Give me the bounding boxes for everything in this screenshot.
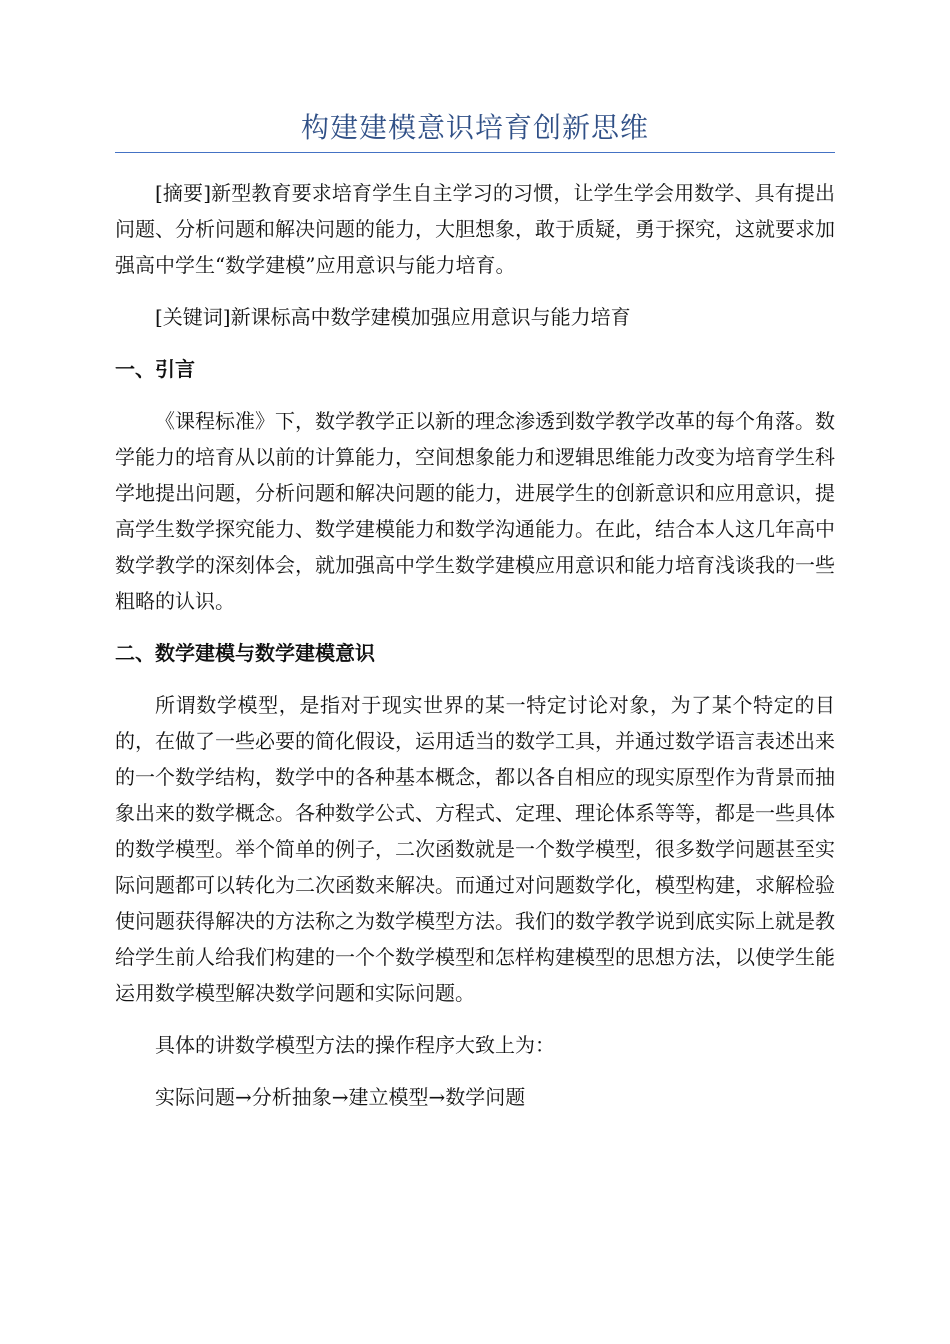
modeling-procedure-flow: 实际问题→分析抽象→建立模型→数学问题 [155,1085,526,1109]
abstract-paragraph: [摘要]新型教育要求培育学生自主学习的习惯，让学生学会用数学、具有提出问题、分析问题和解决问题的能力，大胆想象，敢于质疑，勇于探究，这就要求加强高中学生“数学建模”应用意识与能力培育。 [115,181,835,277]
modeling-procedure-intro: 具体的讲数学模型方法的操作程序大致上为： [155,1033,555,1057]
section-heading-introduction: 一、引言 [115,357,195,381]
keywords-paragraph: [关键词]新课标高中数学建模加强应用意识与能力培育 [155,305,631,329]
document-title: 构建建模意识培育创新思维 [300,111,649,144]
modeling-definition-paragraph: 所谓数学模型，是指对于现实世界的某一特定讨论对象，为了某个特定的目的，在做了一些必要的简化假设，运用适当的数学工具，并通过数学语言表述出来的一个数学结构，数学中的各种基本概念，都以各自相应的现实原型作为背景而抽象出来的数学概念。各种数学公式、方程式、定理、理论体系等等，都是一些具体的数学模型。举个简单的例子，二次函数就是一个数学模型，很多数学问题甚至实际问题都可以转化为二次函数来解决。而通过对问题数学化，模型构建，求解检验使问题获得解决的方法称之为数学模型方法。我们的数学教学说到底实际上就是教给学生前人给我们构建的一个个数学模型和怎样构建模型的思想方法，以使学生能运用数学模型解决数学问题和实际问题。 [115,693,835,1005]
document-page [115,108,835,1115]
section-heading-modeling: 二、数学建模与数学建模意识 [115,641,375,665]
introduction-paragraph: 《课程标准》下，数学教学正以新的理念渗透到数学教学改革的每个角落。数学能力的培育从以前的计算能力，空间想象能力和逻辑思维能力改变为培育学生科学地提出问题，分析问题和解决问题的能力，进展学生的创新意识和应用意识，提高学生数学探究能力、数学建模能力和数学沟通能力。在此，结合本人这几年高中数学教学的深刻体会，就加强高中学生数学建模应用意识和能力培育浅谈我的一些粗略的认识。 [115,409,835,613]
title-underline [115,152,835,153]
